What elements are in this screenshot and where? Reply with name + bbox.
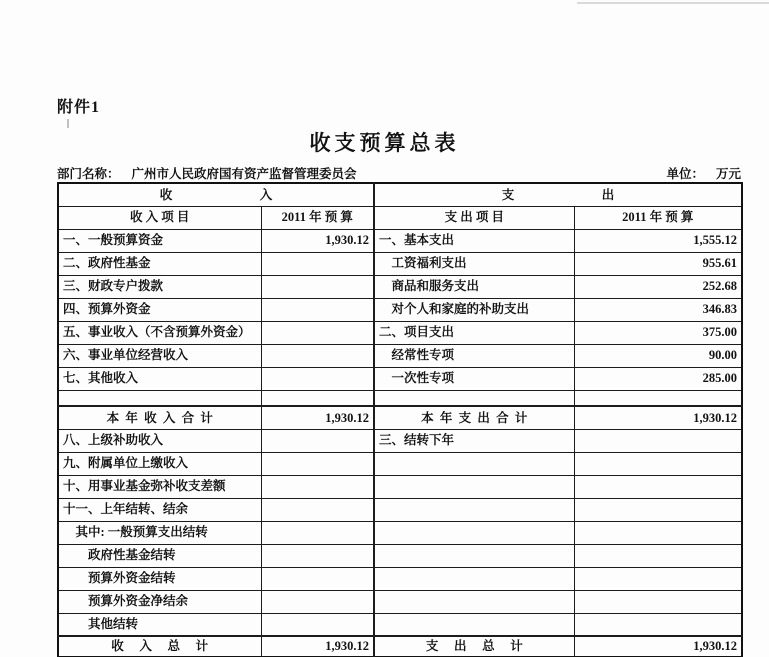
table-row <box>58 344 742 367</box>
table-row <box>58 544 742 567</box>
income-item-cell: 九、附属单位上缴收入 <box>58 452 261 475</box>
income-item-cell: 十、用事业基金弥补收支差额 <box>58 475 261 498</box>
expense-value-cell <box>574 613 742 636</box>
table-row <box>58 521 742 544</box>
income-item-cell: 四、预算外资金 <box>58 298 261 321</box>
expense-item-cell <box>374 475 574 498</box>
expense-item-cell: 商品和服务支出 <box>374 275 574 298</box>
expense-value-cell: 955.61 <box>574 252 742 275</box>
scan-artifact-line <box>577 2 769 4</box>
expense-item-cell: 本 年 支 出 合 计 <box>374 406 574 429</box>
table-row <box>58 229 742 252</box>
income-item-cell: 三、财政专户拨款 <box>58 275 261 298</box>
table-row <box>58 298 742 321</box>
section-header-row <box>58 183 742 206</box>
income-item-cell: 一、一般预算资金 <box>58 229 261 252</box>
income-value-cell: 1,930.12 <box>261 229 374 252</box>
expense-item-cell: 一次性专项 <box>374 367 574 390</box>
expense-value-cell <box>574 498 742 521</box>
expense-item-cell: 一、基本支出 <box>374 229 574 252</box>
expense-value-cell <box>574 521 742 544</box>
table-row <box>58 406 742 429</box>
income-section-header: 收 入 <box>58 183 374 206</box>
col-header-income-budget: 2011 年 预 算 <box>261 206 374 229</box>
meta-row <box>57 164 741 182</box>
table-row <box>58 390 742 406</box>
income-item-cell: 预算外资金净结余 <box>58 590 261 613</box>
table-row <box>58 590 742 613</box>
expense-value-cell <box>574 544 742 567</box>
expense-item-cell <box>374 390 574 406</box>
expense-value-cell <box>574 452 742 475</box>
income-value-cell <box>261 298 374 321</box>
table-row <box>58 367 742 390</box>
expense-item-cell: 对个人和家庭的补助支出 <box>374 298 574 321</box>
expense-value-cell: 285.00 <box>574 367 742 390</box>
income-item-cell: 七、其他收入 <box>58 367 261 390</box>
unit-caption: 单位： <box>666 167 704 181</box>
income-value-cell <box>261 344 374 367</box>
income-value-cell <box>261 521 374 544</box>
expense-value-cell <box>574 567 742 590</box>
income-value-cell: 1,930.12 <box>261 636 374 657</box>
income-item-cell: 六、事业单位经营收入 <box>58 344 261 367</box>
table-row <box>58 636 742 657</box>
income-value-cell <box>261 390 374 406</box>
expense-value-cell: 346.83 <box>574 298 742 321</box>
income-item-cell <box>58 390 261 406</box>
income-item-cell: 预算外资金结转 <box>58 567 261 590</box>
income-value-cell: 1,930.12 <box>261 406 374 429</box>
income-value-cell <box>261 367 374 390</box>
expense-value-cell <box>574 429 742 452</box>
income-value-cell <box>261 544 374 567</box>
unit-label <box>666 164 741 182</box>
expense-item-cell <box>374 567 574 590</box>
income-item-cell: 八、上级补助收入 <box>58 429 261 452</box>
department-label: 部门名称： <box>57 167 120 181</box>
expense-item-cell: 工资福利支出 <box>374 252 574 275</box>
income-item-cell: 二、政府性基金 <box>58 252 261 275</box>
unit-value: 万元 <box>715 167 741 181</box>
income-value-cell <box>261 429 374 452</box>
income-item-cell: 十一、上年结转、结余 <box>58 498 261 521</box>
income-value-cell <box>261 475 374 498</box>
expense-value-cell: 1,930.12 <box>574 636 742 657</box>
income-value-cell <box>261 321 374 344</box>
income-value-cell <box>261 275 374 298</box>
income-value-cell <box>261 452 374 475</box>
income-value-cell <box>261 613 374 636</box>
income-item-cell: 五、事业收入（不含预算外资金） <box>58 321 261 344</box>
table-row <box>58 613 742 636</box>
expense-item-cell: 三、结转下年 <box>374 429 574 452</box>
income-value-cell <box>261 252 374 275</box>
income-item-cell: 政府性基金结转 <box>58 544 261 567</box>
income-value-cell <box>261 567 374 590</box>
table-row <box>58 429 742 452</box>
income-item-cell: 本 年 收 入 合 计 <box>58 406 261 429</box>
table-row <box>58 475 742 498</box>
income-item-cell: 其中: 一般预算支出结转 <box>58 521 261 544</box>
expense-item-cell <box>374 590 574 613</box>
expense-item-cell: 经常性专项 <box>374 344 574 367</box>
expense-item-cell: 二、项目支出 <box>374 321 574 344</box>
table-row <box>58 321 742 344</box>
expense-value-cell <box>574 390 742 406</box>
table-row <box>58 252 742 275</box>
table-row <box>58 498 742 521</box>
income-value-cell <box>261 498 374 521</box>
department-name <box>57 164 357 182</box>
budget-table-body <box>58 229 742 657</box>
col-header-expense-item: 支 出 项 目 <box>374 206 574 229</box>
budget-table <box>57 182 743 657</box>
col-header-expense-budget: 2011 年 预 算 <box>574 206 742 229</box>
page-title: 收支预算总表 <box>309 131 460 155</box>
col-header-income-item: 收 入 项 目 <box>58 206 261 229</box>
expense-value-cell <box>574 475 742 498</box>
department-value: 广州市人民政府国有资产监督管理委员会 <box>131 167 357 181</box>
table-row <box>58 452 742 475</box>
expense-value-cell: 1,555.12 <box>574 229 742 252</box>
expense-item-cell <box>374 452 574 475</box>
expense-item-cell <box>374 498 574 521</box>
table-row <box>58 567 742 590</box>
expense-value-cell: 252.68 <box>574 275 742 298</box>
income-item-cell: 收 入 总 计 <box>58 636 261 657</box>
expense-section-header: 支 出 <box>374 183 742 206</box>
attachment-label: 附件1 <box>57 99 101 116</box>
expense-item-cell <box>374 521 574 544</box>
expense-value-cell <box>574 590 742 613</box>
income-value-cell <box>261 590 374 613</box>
expense-value-cell: 90.00 <box>574 344 742 367</box>
expense-item-cell <box>374 544 574 567</box>
column-header-row <box>58 206 742 229</box>
income-item-cell: 其他结转 <box>58 613 261 636</box>
expense-value-cell: 1,930.12 <box>574 406 742 429</box>
expense-item-cell: 支 出 总 计 <box>374 636 574 657</box>
table-row <box>58 275 742 298</box>
expense-item-cell <box>374 613 574 636</box>
expense-value-cell: 375.00 <box>574 321 742 344</box>
